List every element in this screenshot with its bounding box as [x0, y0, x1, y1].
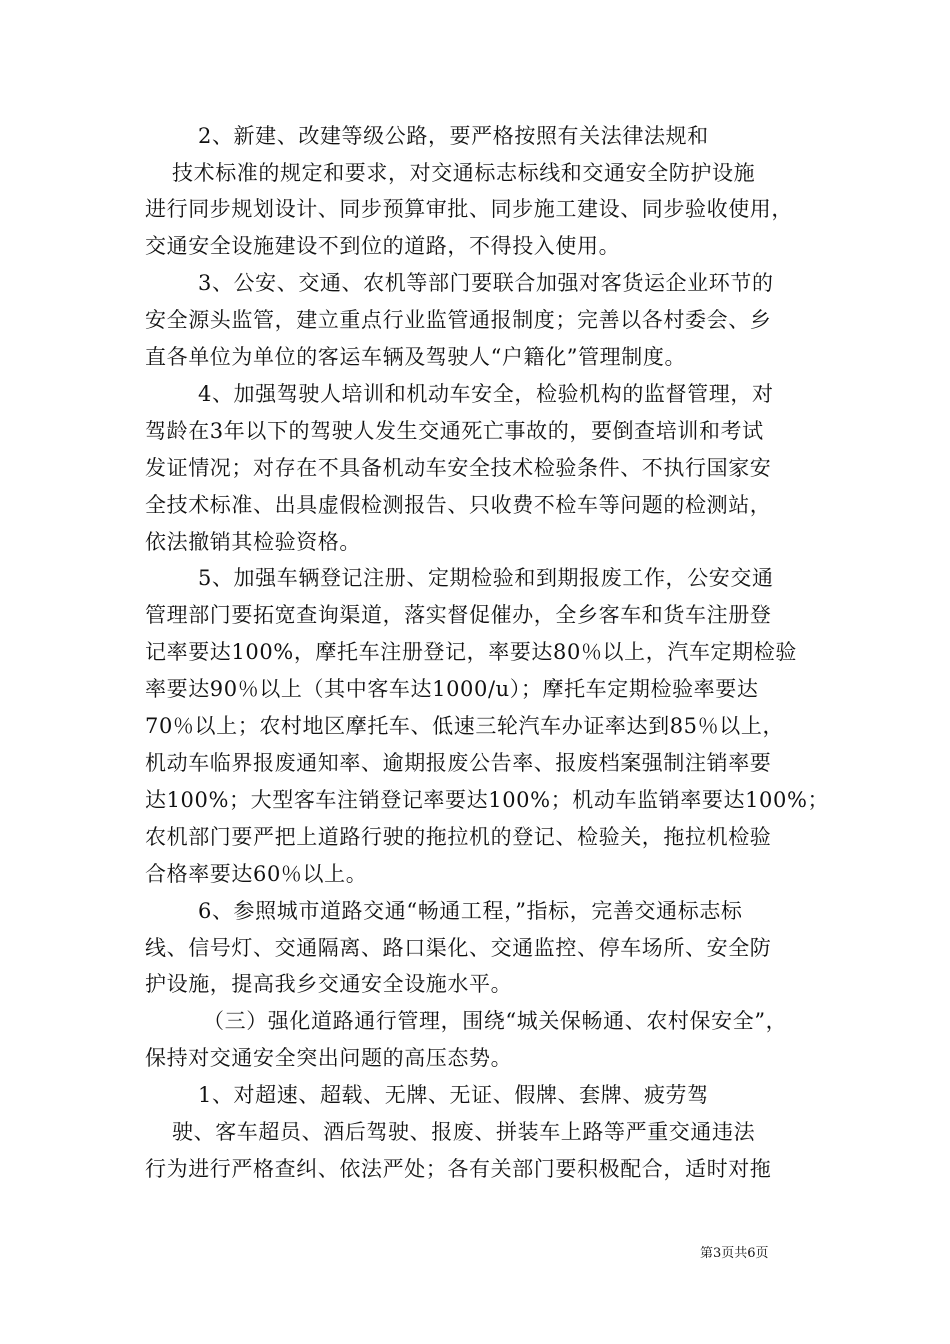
text-line: 管理部门要拓宽查询渠道，落实督促催办，全乡客车和货车注册登: [145, 603, 772, 627]
text-line: 进行同步规划设计、同步预算审批、同步施工建设、同步验收使用，: [145, 197, 793, 221]
text-line: 护设施，提高我乡交通安全设施水平。: [145, 972, 513, 996]
text-line: 记率要达100%，摩托车注册登记，率要达80％以上，汽车定期检验: [145, 640, 797, 664]
text-line: 1、对超速、超载、无牌、无证、假牌、套牌、疲劳驾: [198, 1083, 709, 1107]
text-line: 5、加强车辆登记注册、定期检验和到期报废工作，公安交通: [198, 566, 774, 590]
text-line: 行为进行严格查纠、依法严处；各有关部门要积极配合，适时对拖: [145, 1157, 772, 1181]
text-line: 技术标准的规定和要求，对交通标志标线和交通安全防护设施: [172, 161, 756, 185]
page-number: 第3页共6页: [700, 1246, 769, 1261]
text-line: 率要达90％以上（其中客车达1000/u）；摩托车定期检验率要达: [145, 677, 759, 701]
text-line: 机动车临界报废通知率、逾期报废公告率、报废档案强制注销率要: [145, 751, 772, 775]
text-line: 合格率要达60％以上。: [145, 862, 368, 886]
text-line: 线、信号灯、交通隔离、路口渠化、交通监控、停车场所、安全防: [145, 936, 772, 960]
text-line: 驶、客车超员、酒后驾驶、报废、拼装车上路等严重交通违法: [172, 1120, 756, 1144]
text-line: 农机部门要严把上道路行驶的拖拉机的登记、检验关，拖拉机检验: [145, 825, 772, 849]
text-line: 6、参照城市道路交通“畅通工程，”指标，完善交通标志标: [198, 899, 743, 923]
text-line: 达100%；大型客车注销登记率要达100%；机动车监销率要达100%；: [145, 788, 830, 812]
section-heading: （三）强化道路通行管理，围绕“城关保畅通、农村保安全”，: [203, 1009, 788, 1033]
text-line: 发证情况；对存在不具备机动车安全技术检验条件、不执行国家安: [145, 456, 772, 480]
text-line: 保持对交通安全突出问题的高压态势。: [145, 1046, 513, 1070]
text-line: 驾龄在3年以下的驾驶人发生交通死亡事故的，要倒查培训和考试: [145, 419, 764, 443]
text-line: 依法撤销其检验资格。: [145, 530, 361, 554]
text-line: 全技术标准、出具虚假检测报告、只收费不检车等问题的检测站，: [145, 493, 772, 517]
text-line: 4、加强驾驶人培训和机动车安全，检验机构的监督管理，对: [198, 382, 774, 406]
text-line: 直各单位为单位的客运车辆及驾驶人“户籍化”管理制度。: [145, 345, 687, 369]
text-line: 安全源头监管，建立重点行业监管通报制度；完善以各村委会、乡: [145, 308, 772, 332]
text-line: 70％以上；农村地区摩托车、低速三轮汽车办证率达到85％以上，: [145, 714, 785, 738]
text-line: 2、新建、改建等级公路，要严格按照有关法律法规和: [198, 124, 709, 148]
text-line: 交通安全设施建设不到位的道路，不得投入使用。: [145, 234, 621, 258]
text-line: 3、公安、交通、农机等部门要联合加强对客货运企业环节的: [198, 271, 774, 295]
